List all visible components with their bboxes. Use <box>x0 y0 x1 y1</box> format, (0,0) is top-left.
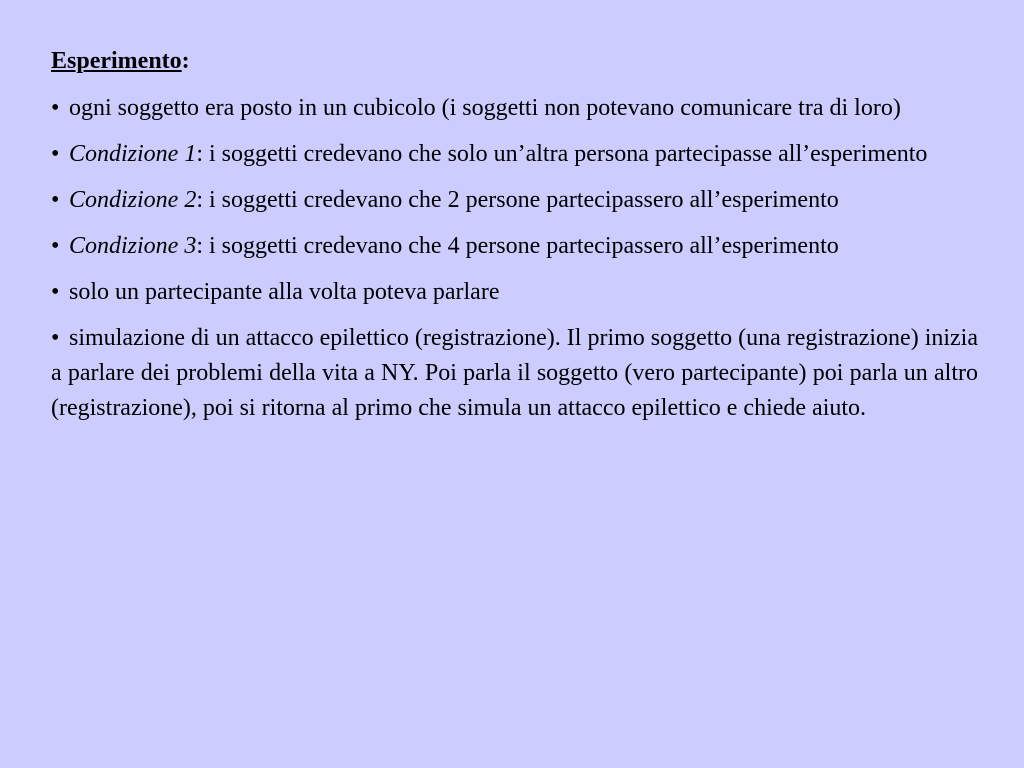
bullet-text: simulazione di un attacco epilettico (registrazione). Il primo soggetto (una registrazione) inizia a parlare dei problemi della vita a NY. Poi parla il soggetto (vero partecipante) poi parla un altro (registrazione), poi si ritorna al primo che simula un attacco epilettico e chiede aiuto. <box>51 325 978 421</box>
bullet-text: : i soggetti credevano che 2 persone partecipassero all’esperimento <box>196 187 839 213</box>
condition-label: Condizione 3 <box>69 233 197 259</box>
bullet-icon: • <box>51 279 60 305</box>
bullet-icon: • <box>51 187 60 213</box>
bullet-icon: • <box>51 141 60 167</box>
bullet-item-one-speaker <box>51 275 978 310</box>
slide-title-colon: : <box>181 48 190 74</box>
bullet-icon: • <box>51 95 60 121</box>
bullet-item-condition-2 <box>51 183 978 218</box>
bullet-text: ogni soggetto era posto in un cubicolo (i soggetti non potevano comunicare tra di loro) <box>69 95 901 121</box>
bullet-item-simulation <box>51 321 978 426</box>
condition-label: Condizione 2 <box>69 187 197 213</box>
bullet-text: : i soggetti credevano che solo un’altra persona partecipasse all’esperimento <box>196 141 928 167</box>
bullet-list <box>51 91 978 426</box>
bullet-icon: • <box>51 233 60 259</box>
bullet-text: solo un partecipante alla volta poteva parlare <box>69 279 500 305</box>
bullet-item-condition-1 <box>51 137 978 172</box>
bullet-text: : i soggetti credevano che 4 persone partecipassero all’esperimento <box>196 233 839 259</box>
bullet-item-cubicle <box>51 91 978 126</box>
bullet-icon: • <box>51 325 60 351</box>
slide-title <box>51 44 978 79</box>
bullet-item-condition-3 <box>51 229 978 264</box>
slide-title-text: Esperimento <box>51 48 182 74</box>
slide-content <box>51 44 978 437</box>
condition-label: Condizione 1 <box>69 141 197 167</box>
